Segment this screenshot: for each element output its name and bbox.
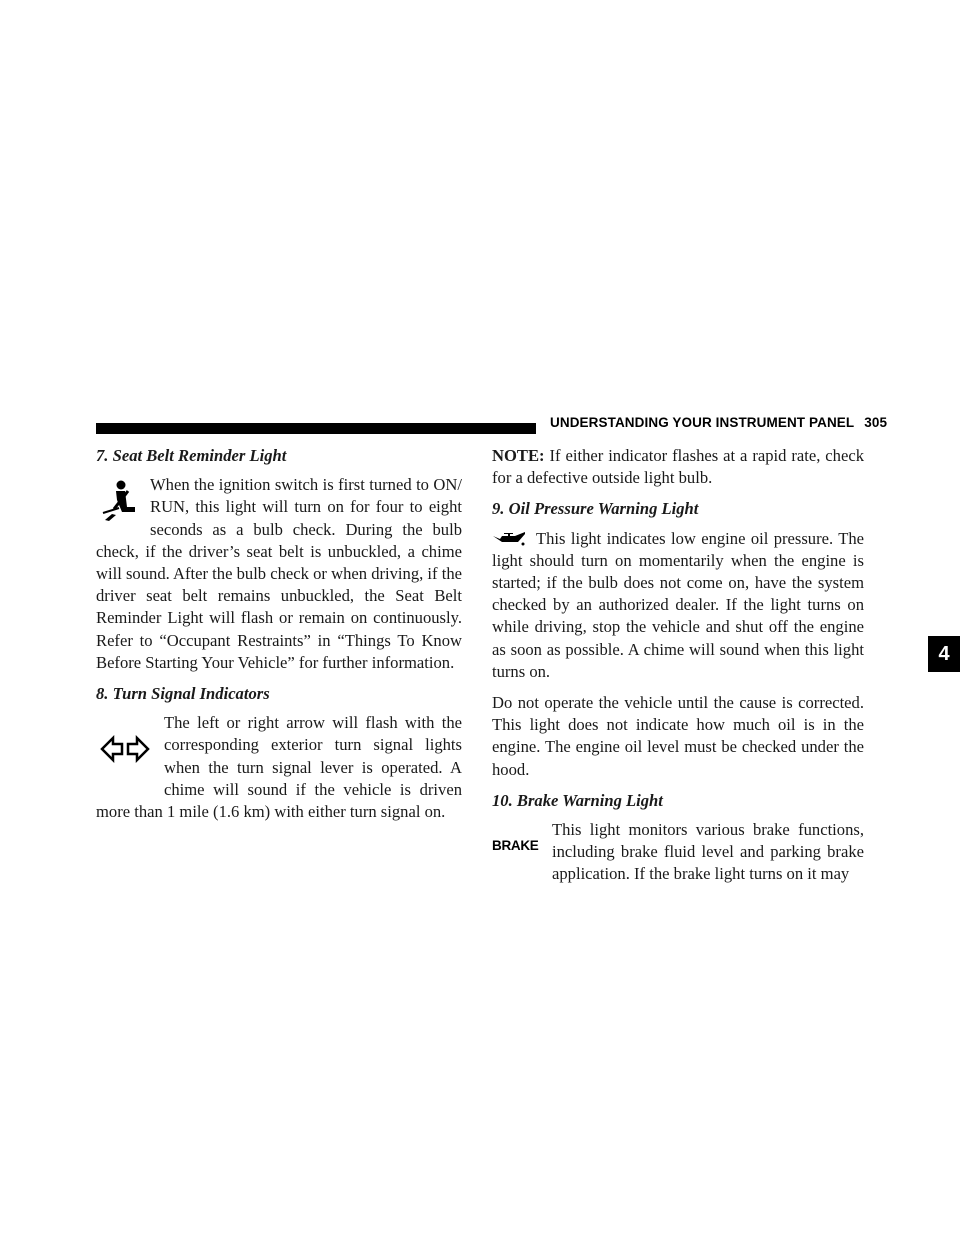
seatbelt-paragraph <box>96 474 462 674</box>
seatbelt-heading: 7. Seat Belt Reminder Light <box>96 446 287 465</box>
brake-text: This light monitors various brake functions, including brake fluid level and parking brake application. If the brake light turns on it may <box>552 820 864 884</box>
left-column <box>96 445 462 832</box>
seatbelt-icon <box>102 480 138 522</box>
brake-warning-icon <box>492 819 540 869</box>
right-column <box>492 445 864 895</box>
page-number: 305 <box>864 415 888 430</box>
turn-signal-arrows-icon <box>100 734 150 764</box>
note-label: NOTE: <box>492 446 545 465</box>
header-rule <box>96 423 536 434</box>
brake-icon-label: BRAKE <box>492 838 539 854</box>
turn-signal-heading: 8. Turn Signal Indicators <box>96 684 270 704</box>
turn-signal-paragraph <box>96 712 462 823</box>
seatbelt-text: When the ignition switch is first turned to ON/ RUN, this light will turn on for four to eight seconds as a bulb check. During the bulb check, if the driver’s seat belt is unbuckled, a chime will sound. After the bulb check or when driving, if the driver seat belt remains unbuckled, the Seat Belt Reminder Light will flash or remain on continuously. Refer to “Occupant Restraints” in “Things To Know Before Starting Your Vehicle” for further information. <box>96 475 462 672</box>
section-title: UNDERSTANDING YOUR INSTRUMENT PANEL <box>550 415 855 430</box>
oil-can-icon <box>492 532 526 548</box>
oil-heading: 9. Oil Pressure Warning Light <box>492 499 699 519</box>
oil-paragraph <box>492 528 864 683</box>
running-header <box>550 415 887 430</box>
oil-paragraph-2: Do not operate the vehicle until the cause is corrected. This light does not indicate how much oil is in the engine. The engine oil level must be checked under the hood. <box>492 693 864 779</box>
brake-heading: 10. Brake Warning Light <box>492 790 663 810</box>
brake-paragraph <box>492 819 864 886</box>
note-text: If either indicator flashes at a rapid rate, check for a defective outside light bulb. <box>492 446 864 488</box>
note-paragraph <box>492 445 864 489</box>
oil-text: This light indicates low engine oil pressure. The light should turn on momentarily when the engine is started; if the bulb does not come on, have the system checked by an authorized dealer. If the light turns on while driving, stop the vehicle and shut off the engine as soon as possible. A chime will sound when this light turns on. <box>492 528 864 681</box>
chapter-tab: 4 <box>928 636 960 672</box>
turn-signal-text: The left or right arrow will flash with the corresponding exterior turn signal lights when the turn signal lever is operated. A chime will sound if the vehicle is driven more than 1 mile (1.6 km) with either turn signal on. <box>96 713 462 822</box>
